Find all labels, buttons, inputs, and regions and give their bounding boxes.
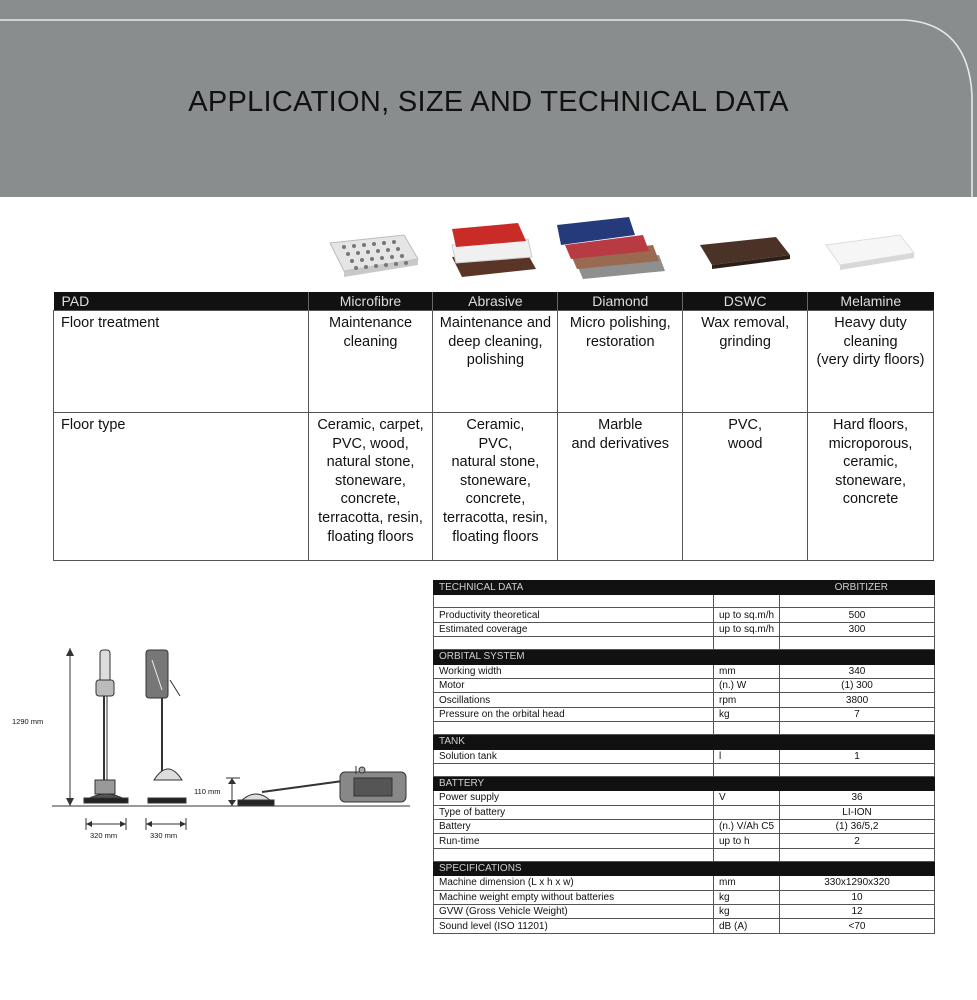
pad-header-dswc: DSWC bbox=[683, 292, 808, 311]
table-row: Machine dimension (L x h x w) mm 330x1290x320 bbox=[434, 876, 935, 890]
table-row: Power supply V 36 bbox=[434, 791, 935, 805]
side-width-label: 330 mm bbox=[150, 831, 178, 840]
pad-application-table bbox=[53, 292, 934, 561]
abrasive-pad-image bbox=[448, 221, 540, 281]
row-label: Floor treatment bbox=[54, 311, 309, 413]
pad-header-melamine: Melamine bbox=[808, 292, 934, 311]
tech-header-model: ORBITIZER bbox=[780, 581, 935, 595]
table-cell: Maintenance cleaning bbox=[308, 311, 433, 413]
machine-dimension-diagram bbox=[0, 640, 420, 850]
spacer-row bbox=[434, 763, 935, 776]
spacer-row bbox=[434, 722, 935, 735]
header-banner bbox=[0, 0, 977, 197]
table-cell: Marble and derivatives bbox=[558, 413, 683, 561]
technical-data-table bbox=[433, 580, 935, 934]
table-row: Sound level (ISO 11201) dB (A) <70 bbox=[434, 919, 935, 933]
table-row: Pressure on the orbital head kg 7 bbox=[434, 707, 935, 721]
dswc-pad-image bbox=[696, 231, 796, 271]
table-cell: PVC, wood bbox=[683, 413, 808, 561]
table-row: Machine weight empty without batteries kg 10 bbox=[434, 890, 935, 904]
microfibre-pad-image bbox=[322, 229, 422, 279]
front-width-label: 320 mm bbox=[90, 831, 118, 840]
pad-header-microfibre: Microfibre bbox=[308, 292, 433, 311]
melamine-pad-image bbox=[822, 231, 918, 273]
table-cell: Maintenance and deep cleaning, polishing bbox=[433, 311, 558, 413]
table-row bbox=[54, 413, 934, 561]
pad-header-abrasive: Abrasive bbox=[433, 292, 558, 311]
pad-header-diamond: Diamond bbox=[558, 292, 683, 311]
table-row: Working width mm 340 bbox=[434, 664, 935, 678]
section-header: TANK bbox=[434, 735, 935, 749]
page-title: APPLICATION, SIZE AND TECHNICAL DATA bbox=[188, 86, 789, 118]
clearance-label: 110 mm bbox=[194, 787, 221, 796]
spacer-row bbox=[434, 637, 935, 650]
table-cell: Hard floors, microporous, ceramic, stoneware, concrete bbox=[808, 413, 934, 561]
table-cell: Heavy duty cleaning (very dirty floors) bbox=[808, 311, 934, 413]
table-row: Solution tank l 1 bbox=[434, 749, 935, 763]
tech-header-label: TECHNICAL DATA bbox=[434, 581, 780, 595]
lying-machine bbox=[238, 766, 406, 805]
height-label: 1290 mm bbox=[12, 717, 44, 726]
tech-table-header bbox=[434, 581, 935, 595]
section-header: BATTERY bbox=[434, 776, 935, 790]
table-row: Battery (n.) V/Ah C5 (1) 36/5,2 bbox=[434, 820, 935, 834]
table-row: Estimated coverage up to sq.m/h 300 bbox=[434, 622, 935, 636]
front-view-machine bbox=[84, 650, 128, 803]
pad-header-label: PAD bbox=[54, 292, 309, 311]
side-view-machine bbox=[146, 650, 186, 803]
spacer-row bbox=[434, 595, 935, 608]
diamond-pad-image bbox=[555, 215, 670, 283]
table-cell: Ceramic, carpet, PVC, wood, natural stone, stoneware, concrete, terracotta, resin, floating floors bbox=[308, 413, 433, 561]
table-cell: Wax removal, grinding bbox=[683, 311, 808, 413]
table-row: Motor (n.) W (1) 300 bbox=[434, 678, 935, 692]
table-row: GVW (Gross Vehicle Weight) kg 12 bbox=[434, 905, 935, 919]
section-header: SPECIFICATIONS bbox=[434, 861, 935, 875]
table-cell: Ceramic, PVC, natural stone, stoneware, concrete, terracotta, resin, floating floors bbox=[433, 413, 558, 561]
pad-images bbox=[0, 205, 977, 285]
section-header: ORBITAL SYSTEM bbox=[434, 650, 935, 664]
table-row: Oscillations rpm 3800 bbox=[434, 693, 935, 707]
table-row: Type of battery LI-ION bbox=[434, 805, 935, 819]
table-row: Productivity theoretical up to sq.m/h 500 bbox=[434, 608, 935, 622]
table-row bbox=[54, 311, 934, 413]
table-row: Run-time up to h 2 bbox=[434, 834, 935, 848]
pad-table-header bbox=[54, 292, 934, 311]
table-cell: Micro polishing, restoration bbox=[558, 311, 683, 413]
spacer-row bbox=[434, 848, 935, 861]
row-label: Floor type bbox=[54, 413, 309, 561]
